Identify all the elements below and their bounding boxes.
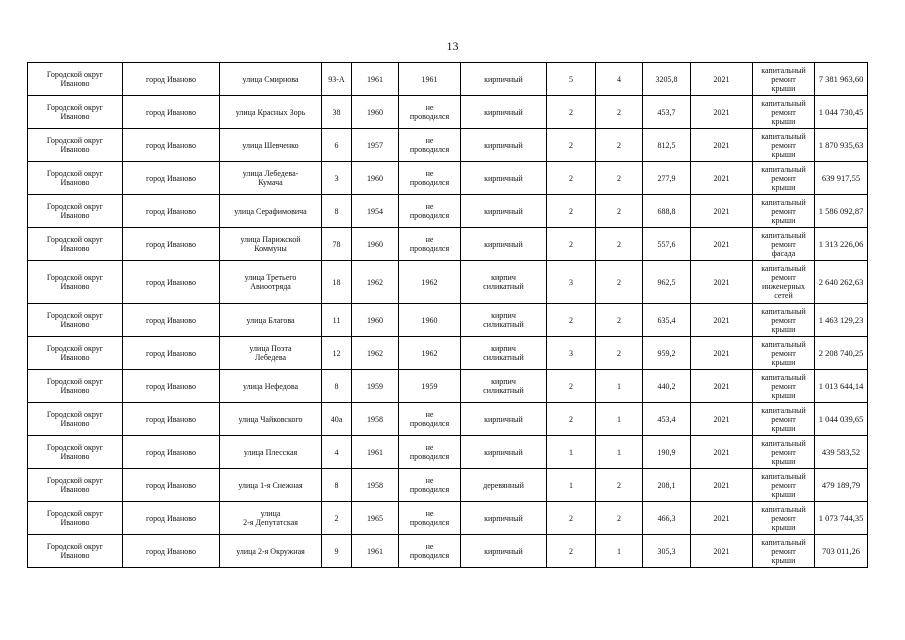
street-cell: улица 1-я Снежная (220, 469, 322, 502)
overhaul-year-cell: не проводился (399, 502, 461, 535)
district-cell: Городской округ Иваново (28, 261, 123, 304)
overhaul-year-cell: не проводился (399, 403, 461, 436)
entrances-cell: 2 (596, 469, 643, 502)
entrances-cell: 2 (596, 228, 643, 261)
overhaul-year-cell: не проводился (399, 436, 461, 469)
year-built-cell: 1957 (352, 129, 399, 162)
cost-cell: 1 870 935,63 (815, 129, 868, 162)
wall-material-cell: кирпичный (461, 403, 547, 436)
city-cell: город Иваново (123, 370, 220, 403)
work-type-cell: капитальный ремонт крыши (753, 535, 815, 568)
plan-year-cell: 2021 (691, 337, 753, 370)
area-cell: 190,9 (643, 436, 691, 469)
work-type-cell: капитальный ремонт крыши (753, 436, 815, 469)
area-cell: 305,3 (643, 535, 691, 568)
floors-cell: 2 (547, 304, 596, 337)
street-cell: улица Красных Зорь (220, 96, 322, 129)
area-cell: 635,4 (643, 304, 691, 337)
house-number-cell: 11 (322, 304, 352, 337)
plan-year-cell: 2021 (691, 502, 753, 535)
floors-cell: 5 (547, 63, 596, 96)
area-cell: 962,5 (643, 261, 691, 304)
district-cell: Городской округ Иваново (28, 337, 123, 370)
plan-year-cell: 2021 (691, 63, 753, 96)
year-built-cell: 1960 (352, 162, 399, 195)
city-cell: город Иваново (123, 63, 220, 96)
plan-year-cell: 2021 (691, 304, 753, 337)
year-built-cell: 1961 (352, 436, 399, 469)
cost-cell: 439 583,52 (815, 436, 868, 469)
plan-year-cell: 2021 (691, 469, 753, 502)
entrances-cell: 4 (596, 63, 643, 96)
area-cell: 453,4 (643, 403, 691, 436)
area-cell: 277,9 (643, 162, 691, 195)
floors-cell: 2 (547, 129, 596, 162)
plan-year-cell: 2021 (691, 162, 753, 195)
district-cell: Городской округ Иваново (28, 502, 123, 535)
district-cell: Городской округ Иваново (28, 96, 123, 129)
cost-cell: 2 640 262,63 (815, 261, 868, 304)
cost-cell: 2 208 740,25 (815, 337, 868, 370)
work-type-cell: капитальный ремонт крыши (753, 96, 815, 129)
street-cell: улица Смирнова (220, 63, 322, 96)
plan-year-cell: 2021 (691, 96, 753, 129)
house-number-cell: 78 (322, 228, 352, 261)
floors-cell: 1 (547, 469, 596, 502)
work-type-cell: капитальный ремонт крыши (753, 63, 815, 96)
house-number-cell: 38 (322, 96, 352, 129)
street-cell: улица Третьего Авиоотряда (220, 261, 322, 304)
floors-cell: 2 (547, 370, 596, 403)
work-type-cell: капитальный ремонт крыши (753, 129, 815, 162)
cost-cell: 1 313 226,06 (815, 228, 868, 261)
entrances-cell: 2 (596, 162, 643, 195)
area-cell: 688,8 (643, 195, 691, 228)
district-cell: Городской округ Иваново (28, 304, 123, 337)
city-cell: город Иваново (123, 304, 220, 337)
table-row (28, 261, 868, 304)
floors-cell: 2 (547, 195, 596, 228)
work-type-cell: капитальный ремонт крыши (753, 403, 815, 436)
cost-cell: 7 381 963,60 (815, 63, 868, 96)
table-row (28, 162, 868, 195)
house-number-cell: 4 (322, 436, 352, 469)
overhaul-year-cell: не проводился (399, 535, 461, 568)
street-cell: улица Шевченко (220, 129, 322, 162)
work-type-cell: капитальный ремонт инженерных сетей (753, 261, 815, 304)
table-row (28, 63, 868, 96)
district-cell: Городской округ Иваново (28, 162, 123, 195)
city-cell: город Иваново (123, 261, 220, 304)
overhaul-year-cell: не проводился (399, 96, 461, 129)
district-cell: Городской округ Иваново (28, 403, 123, 436)
floors-cell: 2 (547, 403, 596, 436)
year-built-cell: 1958 (352, 403, 399, 436)
wall-material-cell: кирпич силикатный (461, 337, 547, 370)
area-cell: 959,2 (643, 337, 691, 370)
area-cell: 557,6 (643, 228, 691, 261)
year-built-cell: 1959 (352, 370, 399, 403)
city-cell: город Иваново (123, 228, 220, 261)
work-type-cell: капитальный ремонт крыши (753, 337, 815, 370)
plan-year-cell: 2021 (691, 261, 753, 304)
overhaul-year-cell: не проводился (399, 129, 461, 162)
work-type-cell: капитальный ремонт крыши (753, 195, 815, 228)
city-cell: город Иваново (123, 469, 220, 502)
year-built-cell: 1965 (352, 502, 399, 535)
city-cell: город Иваново (123, 337, 220, 370)
housing-repair-table (27, 62, 868, 568)
entrances-cell: 2 (596, 304, 643, 337)
wall-material-cell: кирпич силикатный (461, 370, 547, 403)
district-cell: Городской округ Иваново (28, 469, 123, 502)
street-cell: улица Поэта Лебедева (220, 337, 322, 370)
table-row (28, 337, 868, 370)
work-type-cell: капитальный ремонт крыши (753, 502, 815, 535)
wall-material-cell: кирпич силикатный (461, 261, 547, 304)
year-built-cell: 1960 (352, 228, 399, 261)
table-row (28, 436, 868, 469)
district-cell: Городской округ Иваново (28, 195, 123, 228)
table-row (28, 469, 868, 502)
area-cell: 3205,8 (643, 63, 691, 96)
year-built-cell: 1961 (352, 535, 399, 568)
overhaul-year-cell: 1960 (399, 304, 461, 337)
district-cell: Городской округ Иваново (28, 129, 123, 162)
street-cell: улица Нефедова (220, 370, 322, 403)
cost-cell: 639 917,55 (815, 162, 868, 195)
floors-cell: 3 (547, 337, 596, 370)
entrances-cell: 2 (596, 337, 643, 370)
overhaul-year-cell: не проводился (399, 228, 461, 261)
area-cell: 440,2 (643, 370, 691, 403)
floors-cell: 2 (547, 162, 596, 195)
year-built-cell: 1958 (352, 469, 399, 502)
wall-material-cell: кирпичный (461, 228, 547, 261)
wall-material-cell: кирпичный (461, 535, 547, 568)
overhaul-year-cell: не проводился (399, 469, 461, 502)
house-number-cell: 8 (322, 469, 352, 502)
plan-year-cell: 2021 (691, 370, 753, 403)
entrances-cell: 2 (596, 502, 643, 535)
city-cell: город Иваново (123, 436, 220, 469)
overhaul-year-cell: не проводился (399, 162, 461, 195)
work-type-cell: капитальный ремонт крыши (753, 162, 815, 195)
plan-year-cell: 2021 (691, 535, 753, 568)
entrances-cell: 2 (596, 195, 643, 228)
year-built-cell: 1961 (352, 63, 399, 96)
year-built-cell: 1962 (352, 261, 399, 304)
cost-cell: 703 011,26 (815, 535, 868, 568)
year-built-cell: 1954 (352, 195, 399, 228)
house-number-cell: 40а (322, 403, 352, 436)
house-number-cell: 8 (322, 195, 352, 228)
city-cell: город Иваново (123, 195, 220, 228)
street-cell: улица Парижской Коммуны (220, 228, 322, 261)
year-built-cell: 1960 (352, 96, 399, 129)
house-number-cell: 18 (322, 261, 352, 304)
cost-cell: 479 189,79 (815, 469, 868, 502)
wall-material-cell: кирпич силикатный (461, 304, 547, 337)
district-cell: Городской округ Иваново (28, 436, 123, 469)
house-number-cell: 12 (322, 337, 352, 370)
entrances-cell: 2 (596, 96, 643, 129)
table-row (28, 535, 868, 568)
street-cell: улица Чайковского (220, 403, 322, 436)
plan-year-cell: 2021 (691, 436, 753, 469)
entrances-cell: 2 (596, 261, 643, 304)
overhaul-year-cell: 1962 (399, 337, 461, 370)
wall-material-cell: кирпичный (461, 436, 547, 469)
plan-year-cell: 2021 (691, 228, 753, 261)
area-cell: 208,1 (643, 469, 691, 502)
house-number-cell: 8 (322, 370, 352, 403)
table-row (28, 228, 868, 261)
table-row (28, 370, 868, 403)
table-row (28, 502, 868, 535)
cost-cell: 1 044 730,45 (815, 96, 868, 129)
table-row (28, 304, 868, 337)
table-row (28, 195, 868, 228)
floors-cell: 2 (547, 96, 596, 129)
year-built-cell: 1960 (352, 304, 399, 337)
house-number-cell: 93-А (322, 63, 352, 96)
table-row (28, 403, 868, 436)
house-number-cell: 2 (322, 502, 352, 535)
overhaul-year-cell: 1962 (399, 261, 461, 304)
year-built-cell: 1962 (352, 337, 399, 370)
entrances-cell: 1 (596, 403, 643, 436)
street-cell: улица Серафимовича (220, 195, 322, 228)
city-cell: город Иваново (123, 96, 220, 129)
district-cell: Городской округ Иваново (28, 228, 123, 261)
cost-cell: 1 073 744,35 (815, 502, 868, 535)
overhaul-year-cell: не проводился (399, 195, 461, 228)
overhaul-year-cell: 1959 (399, 370, 461, 403)
city-cell: город Иваново (123, 129, 220, 162)
district-cell: Городской округ Иваново (28, 63, 123, 96)
entrances-cell: 2 (596, 129, 643, 162)
area-cell: 453,7 (643, 96, 691, 129)
work-type-cell: капитальный ремонт крыши (753, 370, 815, 403)
wall-material-cell: кирпичный (461, 96, 547, 129)
wall-material-cell: кирпичный (461, 63, 547, 96)
cost-cell: 1 463 129,23 (815, 304, 868, 337)
floors-cell: 2 (547, 502, 596, 535)
cost-cell: 1 586 092,87 (815, 195, 868, 228)
work-type-cell: капитальный ремонт крыши (753, 469, 815, 502)
city-cell: город Иваново (123, 535, 220, 568)
page-number: 13 (446, 39, 459, 53)
floors-cell: 2 (547, 228, 596, 261)
work-type-cell: капитальный ремонт фасада (753, 228, 815, 261)
house-number-cell: 3 (322, 162, 352, 195)
table-row (28, 129, 868, 162)
street-cell: улица 2-я Депутатская (220, 502, 322, 535)
wall-material-cell: кирпичный (461, 162, 547, 195)
house-number-cell: 6 (322, 129, 352, 162)
street-cell: улица Благова (220, 304, 322, 337)
floors-cell: 2 (547, 535, 596, 568)
cost-cell: 1 013 644,14 (815, 370, 868, 403)
overhaul-year-cell: 1961 (399, 63, 461, 96)
entrances-cell: 1 (596, 370, 643, 403)
work-type-cell: капитальный ремонт крыши (753, 304, 815, 337)
district-cell: Городской округ Иваново (28, 535, 123, 568)
area-cell: 812,5 (643, 129, 691, 162)
plan-year-cell: 2021 (691, 195, 753, 228)
wall-material-cell: деревянный (461, 469, 547, 502)
entrances-cell: 1 (596, 436, 643, 469)
floors-cell: 1 (547, 436, 596, 469)
city-cell: город Иваново (123, 502, 220, 535)
house-number-cell: 9 (322, 535, 352, 568)
plan-year-cell: 2021 (691, 129, 753, 162)
street-cell: улица 2-я Окружная (220, 535, 322, 568)
street-cell: улица Плесская (220, 436, 322, 469)
entrances-cell: 1 (596, 535, 643, 568)
area-cell: 466,3 (643, 502, 691, 535)
city-cell: город Иваново (123, 403, 220, 436)
wall-material-cell: кирпичный (461, 129, 547, 162)
district-cell: Городской округ Иваново (28, 370, 123, 403)
plan-year-cell: 2021 (691, 403, 753, 436)
wall-material-cell: кирпичный (461, 502, 547, 535)
cost-cell: 1 044 039,65 (815, 403, 868, 436)
table-row (28, 96, 868, 129)
floors-cell: 3 (547, 261, 596, 304)
city-cell: город Иваново (123, 162, 220, 195)
street-cell: улица Лебедева- Кумача (220, 162, 322, 195)
wall-material-cell: кирпичный (461, 195, 547, 228)
